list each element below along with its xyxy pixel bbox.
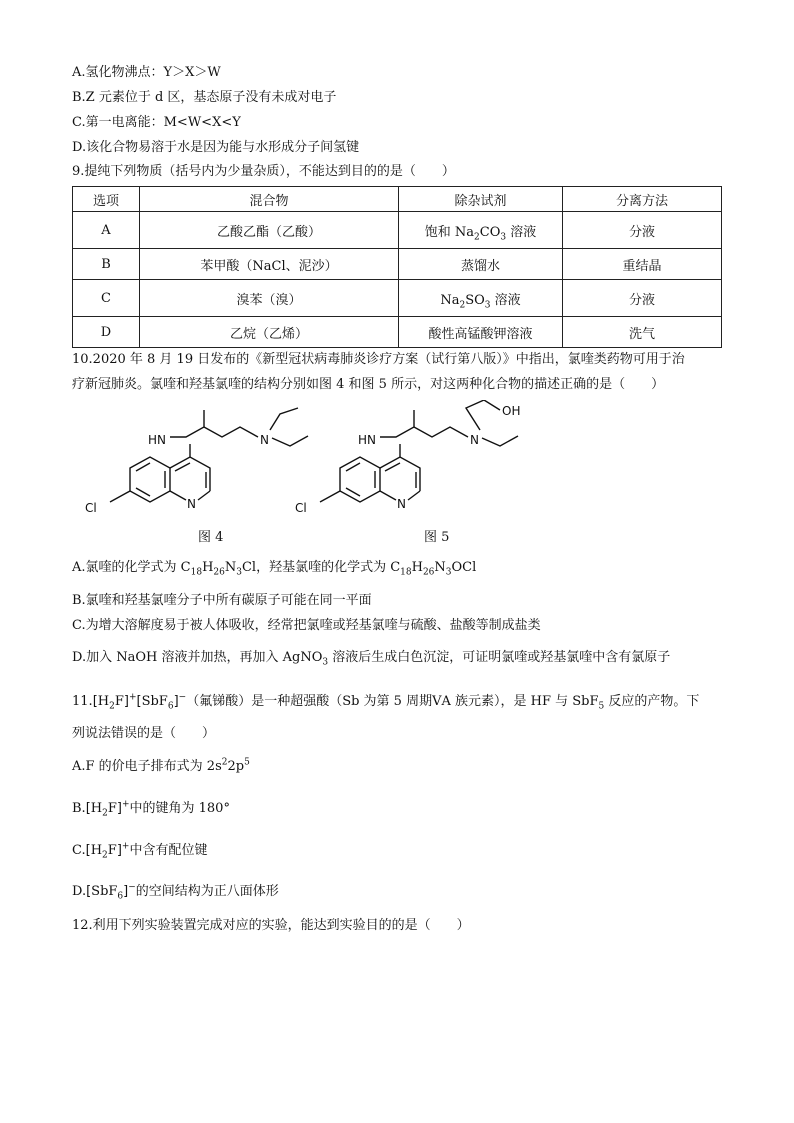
pyridine-ring	[380, 457, 420, 491]
q10-a-part: N	[434, 560, 446, 575]
amine-nh: HN	[358, 433, 376, 447]
row-a-reagent-pre: 饱和 Na	[424, 224, 475, 240]
q11-option-a	[72, 758, 250, 776]
q10-a-sub: 26	[422, 567, 435, 578]
formula-part: H	[90, 843, 103, 858]
q9-table	[72, 186, 722, 348]
q10-d-part: D.加入 NaOH 溶液并加热，再加入 AgNO	[72, 650, 323, 665]
q10-a-sub: 18	[190, 567, 203, 578]
row-a-mixture: 乙酸乙酯（乙酸）	[140, 212, 399, 249]
charge: −	[128, 882, 136, 893]
tertiary-nitrogen: N	[470, 433, 479, 447]
amine-nh: HN	[148, 433, 166, 447]
row-c-reagent-sub1: 2	[459, 300, 466, 311]
q11-b-text: 中的键角为 180°	[129, 801, 230, 816]
pyridine-bond	[408, 491, 420, 500]
header-mixture: 混合物	[140, 187, 399, 212]
hydroxyl-group: OH	[502, 404, 521, 418]
hydroxyethyl-group	[466, 400, 500, 430]
pyridine-bond	[198, 491, 210, 500]
header-reagent: 除杂试剂	[399, 187, 563, 212]
row-c-method: 分液	[563, 280, 722, 317]
q11-b-label: B.	[72, 801, 86, 816]
q10-d-sub: 3	[322, 657, 329, 668]
bracket: ]	[116, 801, 122, 816]
row-d-option: D	[73, 317, 140, 348]
bracket: [	[92, 694, 98, 709]
formula-part: F	[107, 843, 117, 858]
formula-sub: 6	[117, 891, 124, 902]
row-c-reagent	[399, 280, 563, 317]
q11-a-part: 2p	[227, 759, 245, 774]
formula-part: F	[107, 801, 117, 816]
side-chain	[170, 410, 204, 437]
q10-d-part: 溶液后生成白色沉淀，可证明氯喹或羟基氯喹中含有氯原子	[328, 650, 671, 665]
q11-option-c	[72, 842, 207, 860]
q10-a-sub: 18	[400, 567, 412, 578]
bracket: [	[85, 843, 91, 858]
tertiary-nitrogen: N	[260, 433, 269, 447]
formula-part: SbF	[91, 884, 118, 899]
bracket: ]	[123, 694, 129, 709]
row-a-method: 分液	[563, 212, 722, 249]
row-a-reagent-sub1: 2	[474, 232, 480, 243]
q11-c-text: 中含有配位键	[129, 843, 208, 858]
row-b-mixture: 苯甲酸（NaCl、泥沙）	[140, 249, 399, 280]
row-a-option: A	[73, 212, 140, 249]
row-a-reagent-post: 溶液	[506, 224, 537, 240]
cl-bond	[110, 491, 130, 502]
q10-option-c: C.为增大溶解度易于被人体吸收，经常把氯喹或羟基氯喹与硫酸、盐酸等制成盐类	[72, 618, 541, 633]
row-c-reagent-post: 溶液	[490, 292, 521, 308]
formula-sub: 2	[102, 808, 108, 819]
charge: −	[178, 692, 187, 703]
formula-sub: 2	[109, 701, 115, 712]
q11-stem-line1	[72, 693, 699, 711]
row-c-option: C	[73, 280, 140, 317]
table-row	[73, 280, 722, 317]
q11-a-sup: 2	[221, 757, 228, 768]
ring-nitrogen: N	[397, 497, 406, 511]
side-chain	[414, 427, 468, 437]
table-row	[73, 212, 722, 249]
ring-nitrogen: N	[187, 497, 196, 511]
chlorine-atom: Cl	[85, 501, 97, 515]
q11-d-label: D.	[72, 884, 87, 899]
table-row	[73, 249, 722, 280]
q10-a-part: Cl，羟基氯喹的化学式为 C	[241, 560, 401, 575]
charge: +	[121, 841, 130, 852]
formula-part: H	[97, 694, 110, 709]
q10-option-b: B.氯喹和羟基氯喹分子中所有碳原子可能在同一平面	[72, 593, 372, 608]
q11-stem-text: （氟锑酸）是一种超强酸（Sb 为第 5 周期ⅤA 族元素），是 HF 与 SbF	[186, 694, 599, 709]
bracket: ]	[173, 694, 179, 709]
q10-a-part: OCl	[451, 560, 477, 575]
bracket: ]	[116, 843, 122, 858]
figure-5-caption: 图 5	[424, 530, 450, 545]
q11-stem-line2: 列说法错误的是（ ）	[72, 726, 216, 741]
q11-a-sup: 5	[244, 757, 250, 768]
q11-a-part: A.F 的价电子排布式为 2s	[72, 759, 222, 774]
chloroquine-structure	[80, 400, 320, 520]
formula-sub: 6	[167, 701, 174, 712]
formula-part: SbF	[141, 694, 168, 709]
q10-a-sub: 3	[445, 567, 452, 578]
q10-a-sub: 3	[236, 567, 242, 578]
q10-a-part: H	[202, 560, 214, 575]
row-c-reagent-pre: Na	[440, 292, 460, 308]
pyridine-bond	[380, 491, 396, 500]
header-method: 分离方法	[563, 187, 722, 212]
row-d-method: 洗气	[563, 317, 722, 348]
side-chain	[204, 427, 258, 437]
row-c-reagent-sub2: 3	[484, 300, 491, 311]
formula-part: H	[90, 801, 103, 816]
q11-d-text: 的空间结构为正八面体形	[135, 884, 279, 899]
header-option: 选项	[73, 187, 140, 212]
ethyl-group	[482, 436, 518, 446]
q11-stem-text: 反应的产物。下	[604, 694, 700, 709]
bracket: [	[136, 694, 142, 709]
charge: +	[121, 799, 130, 810]
row-a-reagent-mid: CO	[479, 224, 501, 240]
row-c-reagent-mid: SO	[465, 292, 485, 308]
row-b-reagent: 蒸馏水	[399, 249, 563, 280]
q11-c-label: C.	[72, 843, 86, 858]
pyridine-bond	[170, 491, 186, 500]
q10-a-part: N	[224, 560, 237, 575]
q8-option-c: C.第一电离能：M<W<X<Y	[72, 115, 241, 130]
row-a-reagent-sub2: 3	[500, 232, 507, 243]
row-c-mixture: 溴苯（溴）	[140, 280, 399, 317]
formula-sub: 2	[102, 850, 108, 861]
table-header-row	[73, 187, 722, 212]
q11-option-d	[72, 883, 279, 901]
row-a-reagent	[399, 212, 563, 249]
row-d-mixture: 乙烷（乙烯）	[140, 317, 399, 348]
q10-a-part: H	[411, 560, 423, 575]
q12-stem: 12.利用下列实验装置完成对应的实验，能达到实验目的的是（ ）	[72, 918, 470, 933]
table-row	[73, 317, 722, 348]
row-b-method: 重结晶	[563, 249, 722, 280]
pyridine-ring	[170, 457, 210, 491]
q10-a-part: A.氯喹的化学式为 C	[72, 560, 191, 575]
hydroxychloroquine-structure	[290, 400, 540, 520]
charge: +	[128, 692, 137, 703]
q10-a-sub: 26	[213, 567, 225, 578]
q11-option-b	[72, 800, 230, 818]
q8-option-d: D.该化合物易溶于水是因为能与水形成分子间氢键	[72, 140, 360, 155]
row-d-reagent: 酸性高锰酸钾溶液	[399, 317, 563, 348]
q8-option-a: A.氢化物沸点：Y＞X＞W	[72, 65, 221, 80]
q11-number: 11.	[72, 694, 93, 709]
bracket: ]	[123, 884, 129, 899]
formula-sub: 5	[598, 701, 605, 712]
formula-part: F	[114, 694, 124, 709]
cl-bond	[320, 491, 340, 502]
q10-stem-line1: 10.2020 年 8 月 19 日发布的《新型冠状病毒肺炎诊疗方案（试行第八版）》中指出，氯喹类药物可用于治	[72, 352, 685, 367]
q8-option-b: B.Z 元素位于 d 区，基态原子没有未成对电子	[72, 90, 337, 105]
q10-stem-line2: 疗新冠肺炎。氯喹和羟基氯喹的结构分别如图 4 和图 5 所示，对这两种化合物的描述正确的是（ ）	[72, 377, 665, 392]
figure-4-caption: 图 4	[198, 530, 224, 545]
q10-option-d	[72, 649, 670, 667]
side-chain	[380, 410, 414, 437]
row-b-option: B	[73, 249, 140, 280]
bracket: [	[85, 801, 91, 816]
chlorine-atom: Cl	[295, 501, 307, 515]
q10-option-a	[72, 559, 476, 577]
bracket: [	[86, 884, 92, 899]
q9-stem: 9.提纯下列物质（括号内为少量杂质），不能达到目的的是（ ）	[72, 164, 455, 179]
